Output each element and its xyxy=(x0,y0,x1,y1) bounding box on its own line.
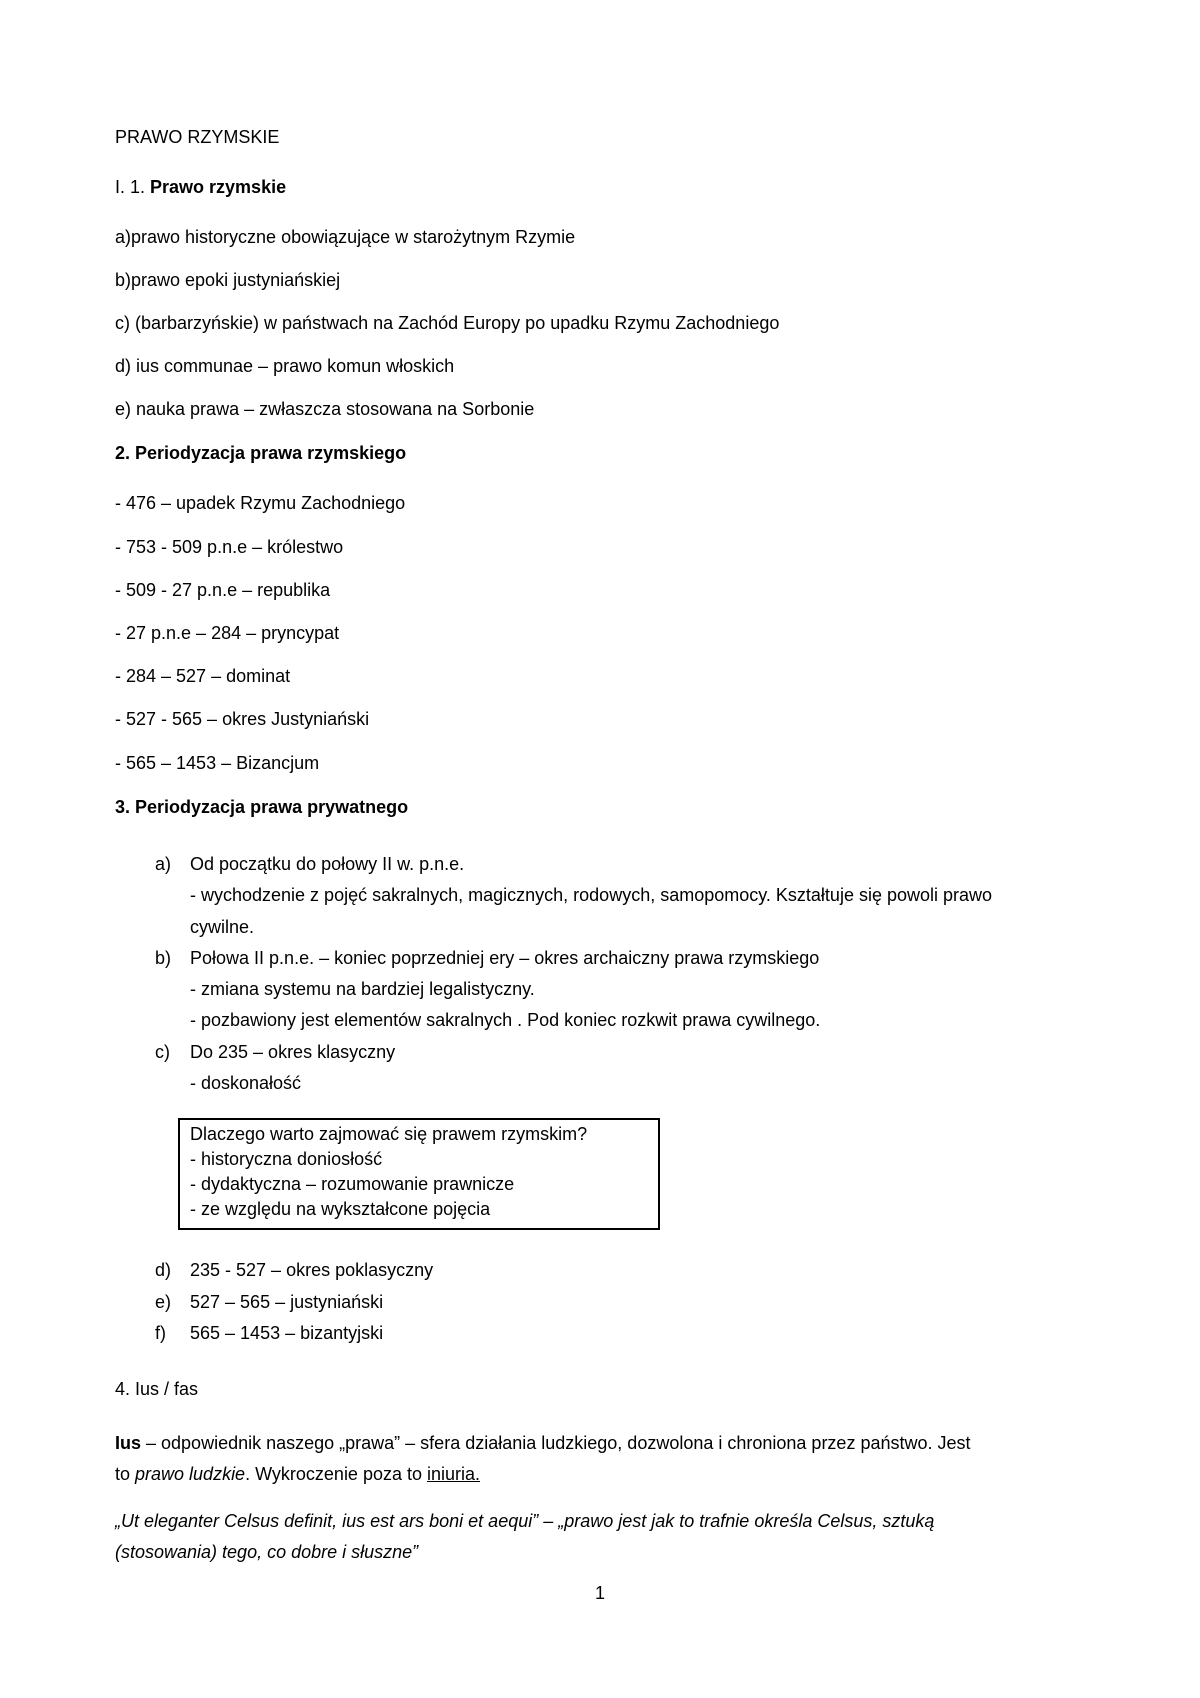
note-box-line: - historyczna doniosłość xyxy=(190,1149,383,1169)
document-title: PRAWO RZYMSKIE xyxy=(115,127,280,147)
list-label-a: a) xyxy=(155,854,172,874)
section-1-heading xyxy=(115,175,286,199)
ius-term: Ius xyxy=(115,1433,142,1453)
list-item-b-line: - pozbawiony jest elementów sakralnych . Pod koniec rozkwit prawa cywilnego. xyxy=(190,1010,821,1030)
ius-definition: – odpowiednik naszego „prawa” – sfera działania ludzkiego, dozwolona i chroniona przez państwo. Jest xyxy=(141,1433,971,1453)
iniuria-term: iniuria. xyxy=(427,1464,481,1484)
note-box-line: - dydaktyczna – rozumowanie prawnicze xyxy=(190,1174,515,1194)
list-item-a-line: cywilne. xyxy=(190,917,255,937)
celsus-quote xyxy=(115,1506,1090,1568)
period-item: - 527 - 565 – okres Justyniański xyxy=(115,709,370,729)
period-item: - 565 – 1453 – Bizancjum xyxy=(115,753,320,773)
ius-paragraph xyxy=(115,1428,1090,1490)
period-item: - 476 – upadek Rzymu Zachodniego xyxy=(115,493,406,513)
list-label-c: c) xyxy=(155,1042,170,1062)
list-item-c-line: - doskonałość xyxy=(190,1073,302,1093)
section-1-item: e) nauka prawa – zwłaszcza stosowana na Sorbonie xyxy=(115,399,535,419)
period-item: - 753 - 509 p.n.e – królestwo xyxy=(115,537,344,557)
section-1-item: d) ius communae – prawo komun włoskich xyxy=(115,356,455,376)
period-item: - 509 - 27 p.n.e – republika xyxy=(115,580,331,600)
list-label-d: d) xyxy=(155,1260,172,1280)
list-item-d: 235 - 527 – okres poklasyczny xyxy=(190,1260,434,1280)
list-label-f: f) xyxy=(155,1323,166,1343)
section-1-item: c) (barbarzyńskie) w państwach na Zachód Europy po upadku Rzymu Zachodniego xyxy=(115,313,780,333)
list-item-c-line: Do 235 – okres klasyczny xyxy=(190,1042,396,1062)
note-box-line: - ze względu na wykształcone pojęcia xyxy=(190,1199,491,1219)
section-1-item: b)prawo epoki justyniańskiej xyxy=(115,270,341,290)
section-1-title: Prawo rzymskie xyxy=(150,177,287,197)
list-item-f: 565 – 1453 – bizantyjski xyxy=(190,1323,384,1343)
list-item-a-line: Od początku do połowy II w. p.n.e. xyxy=(190,854,465,874)
list-label-e: e) xyxy=(155,1292,172,1312)
ius-text-fragment: . Wykroczenie poza to xyxy=(245,1464,427,1484)
section-2-heading: 2. Periodyzacja prawa rzymskiego xyxy=(115,443,407,463)
list-item-b-line: - zmiana systemu na bardziej legalistyczny. xyxy=(190,979,535,999)
section-4-heading: 4. Ius / fas xyxy=(115,1379,199,1399)
section-1-number: I. 1. xyxy=(115,177,151,197)
section-1-item: a)prawo historyczne obowiązujące w starożytnym Rzymie xyxy=(115,227,576,247)
period-item: - 27 p.n.e – 284 – pryncypat xyxy=(115,623,340,643)
ius-paragraph-line-2 xyxy=(115,1459,1090,1490)
ius-text-fragment: to xyxy=(115,1464,136,1484)
list-label-b: b) xyxy=(155,948,172,968)
list-item-a-line: - wychodzenie z pojęć sakralnych, magicznych, rodowych, samopomocy. Kształtuje się powoli prawo xyxy=(190,885,993,905)
page-number: 1 xyxy=(594,1583,605,1603)
list-item-b-line: Połowa II p.n.e. – koniec poprzedniej ery – okres archaiczny prawa rzymskiego xyxy=(190,948,820,968)
ius-human-law: prawo ludzkie xyxy=(135,1464,246,1484)
celsus-quote-line-2: (stosowania) tego, co dobre i słuszne” xyxy=(115,1542,419,1562)
celsus-quote-line-1: „Ut eleganter Celsus definit, ius est ars boni et aequi” – „prawo jest jak to trafnie określa Celsus, sztuką xyxy=(115,1511,935,1531)
section-3-heading: 3. Periodyzacja prawa prywatnego xyxy=(115,797,409,817)
note-box xyxy=(178,1118,660,1230)
note-box-line: Dlaczego warto zajmować się prawem rzymskim? xyxy=(190,1124,588,1144)
ius-paragraph-line-1 xyxy=(115,1428,1090,1459)
list-item-e: 527 – 565 – justyniański xyxy=(190,1292,384,1312)
period-item: - 284 – 527 – dominat xyxy=(115,666,291,686)
